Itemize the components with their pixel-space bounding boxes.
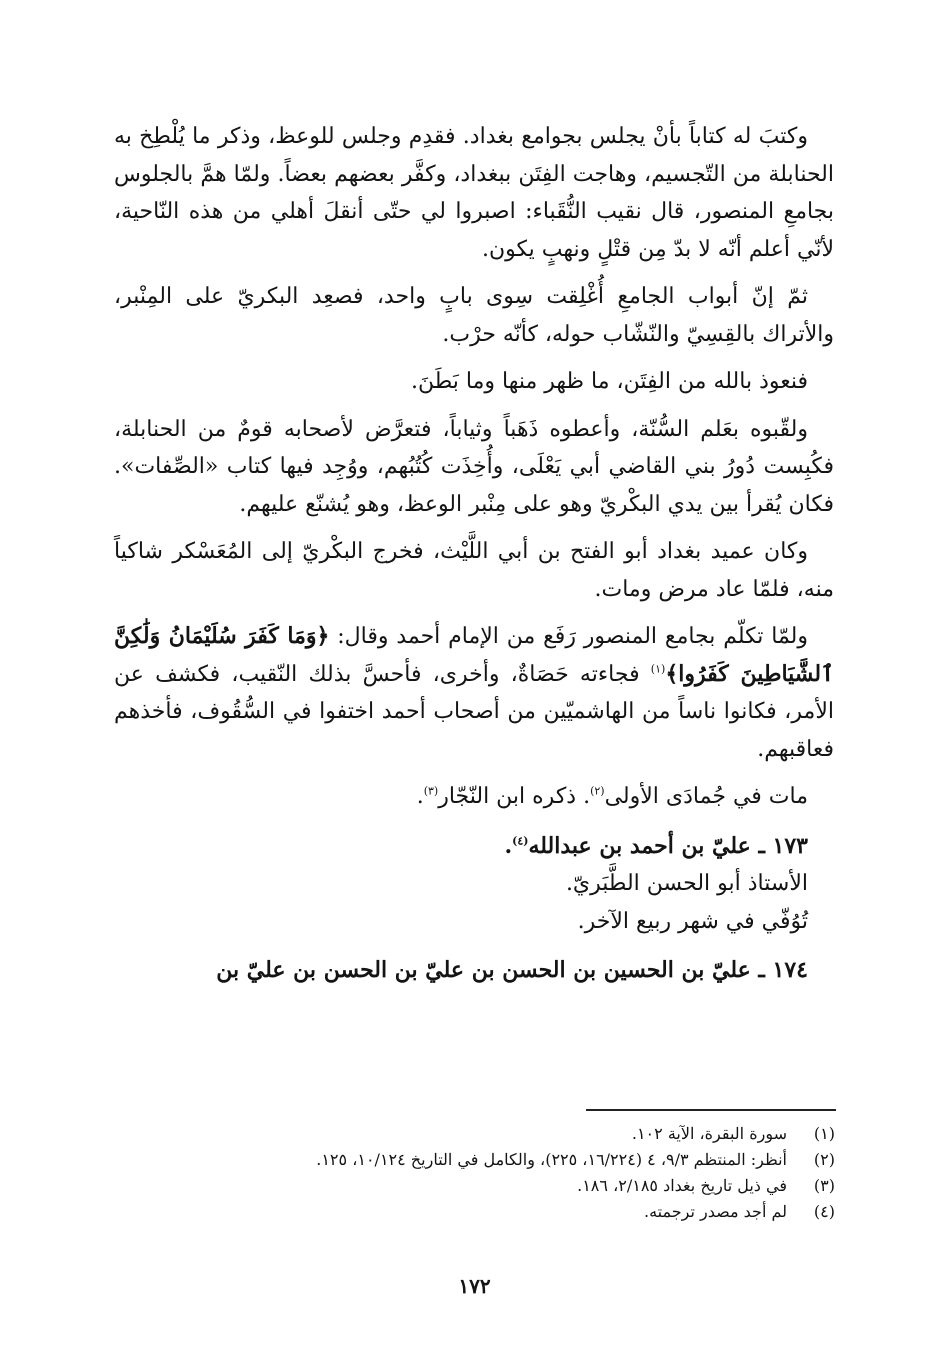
footnote-number: (٢) xyxy=(813,1150,835,1169)
footnote-text: في ذيل تاريخ بغداد ٢/١٨٥، ١٨٦. xyxy=(577,1176,787,1195)
entry-174-heading: ١٧٤ ـ عليّ بن الحسين بن الحسن بن عليّ بن الحسن بن عليّ بن xyxy=(216,957,808,983)
entry-173-heading xyxy=(114,828,808,866)
footnote-number: (٤) xyxy=(813,1202,835,1221)
footnote-2 xyxy=(150,1147,835,1173)
footnote-text: لم أجد مصدر ترجمته. xyxy=(644,1202,787,1221)
paragraph-4: ولقّبوه بعَلم السُّنّة، وأعطوه ذَهَباً وثياباً، فتعرَّض لأصحابه قومٌ من الحنابلة، فكُبِست دُورُ بني القاضي أبي يَعْلَى، وأُخِذَت كُتُبُهم، ووُجِد فيها كتاب «الصِّفات». فكان يُقرأ بين يدي البكْريّ وهو على مِنْبر الوعظ، وهو يُشنّع عليهم. xyxy=(114,416,834,517)
entry-173-death: تُوُفّي في شهر ربيع الآخر. xyxy=(577,908,808,934)
footnote-ref-4[interactable]: (٤) xyxy=(512,834,529,848)
death-source: . ذكره ابن النّجّار xyxy=(438,784,591,809)
footnote-ref-1[interactable]: (١) xyxy=(650,662,666,676)
page-number: ١٧٢ xyxy=(458,1274,491,1298)
footnote-number: (٣) xyxy=(813,1176,835,1195)
paragraph-1: وكتبَ له كتاباً بأنْ يجلس بجوامع بغداد. فقدِم وجلس للوعظ، وذكر ما يُلْطِخ به الحنابلة من التّجسيم، وهاجت الفِتَن ببغداد، وكفَّر بعضهم بعضاً. ولمّا همَّ بالجلوس بجامعِ المنصور، قال نقيب النُّقَباء: اصبروا لي حتّى أنقلَ أهلي من هذه النّاحية، لأنّي أعلم أنّه لا بدّ مِن قتْلٍ ونهبٍ يكون. xyxy=(114,124,834,262)
death-line xyxy=(114,778,808,816)
footnote-ref-2[interactable]: (٢) xyxy=(590,784,605,798)
paragraph-5: وكان عميد بغداد أبو الفتح بن أبي اللَّيْث، فخرج البكْريّ إلى المُعَسْكر شاكياً منه، فلمّا عاد مرض ومات. xyxy=(114,539,834,602)
footnote-1 xyxy=(150,1121,835,1147)
footnote-text: سورة البقرة، الآية ١٠٢. xyxy=(631,1124,787,1143)
entry-173-name: ١٧٣ ـ عليّ بن أحمد بن عبدالله xyxy=(528,832,808,859)
paragraph-6-rest: فجاءته حَصَاةٌ، وأخرى، فأحسَّ بذلك النّقيب، فكشف عن الأمر، فكانوا ناساً من الهاشميّين من أصحاب أحمد اختفوا في السُّقُوف، فأخذهم فعاقبهم. xyxy=(114,661,834,762)
footnotes xyxy=(150,1121,835,1225)
footnote-divider xyxy=(586,1109,836,1111)
footnote-3 xyxy=(150,1173,835,1199)
paragraph-6-intro: ولمّا تكلّم بجامع المنصور رَفَع من الإمام أحمد وقال: xyxy=(329,624,808,649)
paragraph-3: فنعوذ بالله من الفِتَن، ما ظهر منها وما بَطَنَ. xyxy=(410,369,808,394)
death-text: مات في جُمادَى الأولى xyxy=(604,784,808,809)
footnote-number: (١) xyxy=(813,1124,835,1143)
footnote-text: أنظر: المنتظم ٩/٣، ٤ (١٦/٢٢٤، ٢٢٥)، والكامل في التاريخ ١٠/١٢٤، ١٢٥. xyxy=(316,1150,787,1169)
paragraph-6 xyxy=(114,618,834,768)
main-text xyxy=(114,118,834,990)
quran-verse: ﴿وَمَا كَفَرَ سُلَيْمَانُ وَلَٰكِنَّ ٱلشَّيَاطِينَ كَفَرُوا﴾ xyxy=(114,623,835,687)
entry-173-kunya: الأستاذ أبو الحسن الطَّبَريّ. xyxy=(565,871,808,896)
footnote-4 xyxy=(150,1199,835,1225)
death-end: . xyxy=(416,784,424,809)
paragraph-2: ثمّ إنّ أبواب الجامعِ أُغْلِقت سِوى بابٍ واحد، فصعِد البكريّ على المِنْبر، والأتراك بالقِسِيّ والنّشّاب حوله، كأنّه حرْب. xyxy=(114,284,834,347)
entry-173-end: . xyxy=(504,832,513,859)
footnote-ref-3[interactable]: (٣) xyxy=(423,784,439,798)
